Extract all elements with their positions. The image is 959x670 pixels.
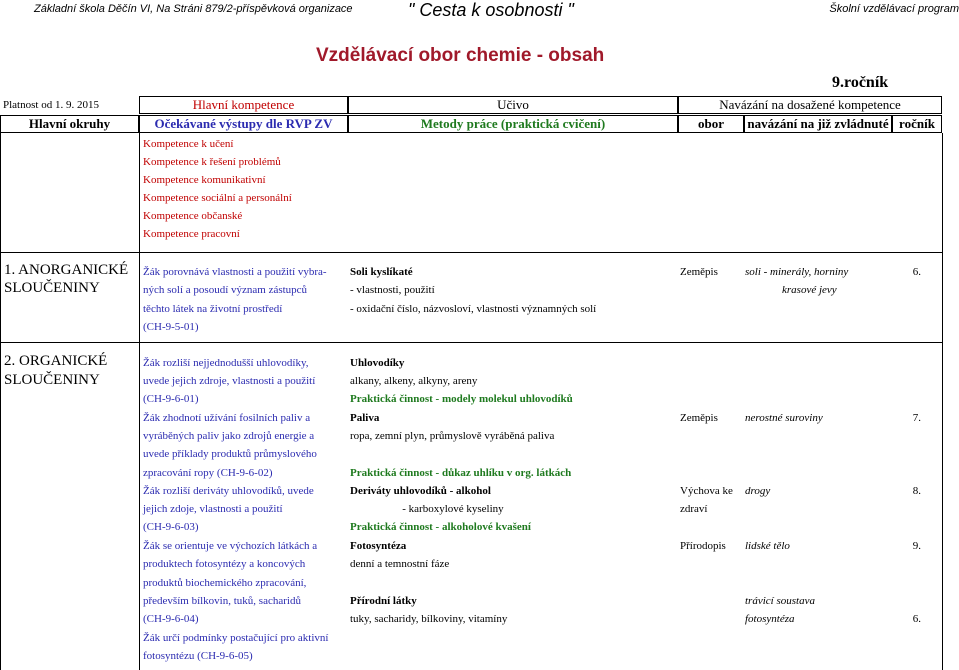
section-title: SLOUČENINY	[4, 372, 100, 388]
output-text: Žák porovnává vlastnosti a použití vybra-	[143, 266, 327, 278]
output-text: uvede jejich zdroje, vlastnosti a použití	[143, 375, 316, 387]
curriculum-text: tuky, sacharidy, bílkoviny, vitamíny	[350, 613, 508, 625]
output-text: uvede příklady produktů průmyslového	[143, 448, 317, 460]
curriculum-text: Soli kyslíkaté	[350, 266, 413, 278]
school-name: Základní škola Děčín VI, Na Stráni 879/2-příspěvková organizace	[34, 3, 353, 15]
curriculum-text: denní a temnostní fáze	[350, 558, 450, 570]
curriculum-text: Paliva	[350, 412, 380, 424]
output-text: ných solí a posoudí význam zástupců	[143, 284, 308, 296]
output-text: vyráběných paliv jako zdrojů energie a	[143, 430, 315, 442]
section-title: 2. ORGANICKÉ	[4, 353, 108, 369]
curriculum-text: - oxidační číslo, názvosloví, vlastnosti významných solí	[350, 303, 597, 315]
competence-item: Kompetence pracovní	[143, 228, 240, 240]
header-year: ročník	[892, 115, 942, 133]
output-text: Žák rozliší nejjednodušší uhlovodíky,	[143, 357, 309, 369]
linked-field: Zeměpis	[680, 412, 718, 424]
linked-topic: lidské tělo	[745, 540, 790, 552]
curriculum-text: Fotosyntéza	[350, 540, 407, 552]
linked-year: 7.	[912, 412, 921, 424]
header-outputs: Očekávané výstupy dle RVP ZV	[139, 115, 348, 133]
competence-item: Kompetence komunikativní	[143, 174, 266, 186]
output-text: (CH-9-6-04)	[143, 613, 199, 625]
row-divider	[0, 342, 943, 343]
linked-topic: krasové jevy	[782, 284, 837, 296]
grade-label: 9.ročník	[832, 74, 889, 91]
curriculum-text: Přírodní látky	[350, 595, 417, 607]
motto: " Cesta k osobnosti "	[408, 0, 574, 20]
linked-field: Výchova ke	[680, 485, 733, 497]
linked-year: 6.	[912, 266, 921, 278]
header-main-areas: Hlavní okruhy	[0, 115, 139, 133]
competence-item: Kompetence k řešení problémů	[143, 156, 281, 168]
competence-item: Kompetence k učení	[143, 138, 234, 150]
linked-year: 6.	[912, 613, 921, 625]
output-text: (CH-9-6-01)	[143, 393, 199, 405]
competence-item: Kompetence občanské	[143, 210, 243, 222]
header-key-competences: Hlavní kompetence	[139, 96, 348, 114]
linked-topic: trávicí soustava	[745, 595, 815, 607]
header-links: Navázání na dosažené kompetence	[678, 96, 942, 114]
header-field: obor	[678, 115, 744, 133]
curriculum-text: ropa, zemní plyn, průmyslově vyráběná paliva	[350, 430, 555, 442]
linked-field: Přírodopis	[680, 540, 726, 552]
practical-activity: Praktická činnost - alkoholové kvašení	[350, 521, 531, 533]
output-text: především bílkovin, tuků, sacharidů	[143, 595, 301, 607]
output-text: Žák se orientuje ve výchozích látkách a	[143, 540, 318, 552]
linked-topic: fotosyntéza	[745, 613, 795, 625]
curriculum-text: Uhlovodíky	[350, 357, 405, 369]
competence-item: Kompetence sociální a personální	[143, 192, 292, 204]
table-border-left	[0, 133, 1, 670]
curriculum-text: alkany, alkeny, alkyny, areny	[350, 375, 478, 387]
output-text: Žák určí podmínky postačující pro aktivní	[143, 632, 329, 644]
curriculum-text: - karboxylové kyseliny	[350, 503, 504, 515]
column-divider	[139, 133, 140, 670]
program-name: Školní vzdělávací program	[829, 3, 959, 15]
output-text: Žák zhodnotí užívání fosilních paliv a	[143, 412, 311, 424]
linked-field: Zeměpis	[680, 266, 718, 278]
practical-activity: Praktická činnost - důkaz uhlíku v org. látkách	[350, 467, 572, 479]
output-text: zpracování ropy (CH-9-6-02)	[143, 467, 273, 479]
practical-activity: Praktická činnost - modely molekul uhlovodíků	[350, 393, 573, 405]
linked-topic: nerostné suroviny	[745, 412, 823, 424]
section-title: SLOUČENINY	[4, 280, 100, 296]
output-text: (CH-9-6-03)	[143, 521, 199, 533]
output-text: produktech fotosyntézy a koncových	[143, 558, 306, 570]
output-text: těchto látek na životní prostředí	[143, 303, 283, 315]
curriculum-text: - vlastnosti, použití	[350, 284, 435, 296]
header-curriculum: Učivo	[348, 96, 678, 114]
section-title: 1. ANORGANICKÉ	[4, 262, 129, 278]
curriculum-text: Deriváty uhlovodíků - alkohol	[350, 485, 491, 497]
linked-topic: soli - minerály, horniny	[745, 266, 849, 278]
linked-topic: drogy	[745, 485, 771, 497]
output-text: Žák rozliší deriváty uhlovodíků, uvede	[143, 485, 314, 497]
linked-year: 9.	[912, 540, 921, 552]
row-divider	[0, 252, 943, 253]
page-title: Vzdělávací obor chemie - obsah	[316, 45, 605, 66]
header-methods: Metody práce (praktická cvičení)	[348, 115, 678, 133]
document-header	[0, 2, 959, 24]
output-text: produktů biochemického zpracování,	[143, 577, 307, 589]
linked-year: 8.	[912, 485, 921, 497]
output-text: jejich zdoje, vlastnosti a použití	[143, 503, 283, 515]
linked-field: zdraví	[680, 503, 708, 515]
validity-date: Platnost od 1. 9. 2015	[3, 99, 99, 111]
header-linked: navázání na již zvládnuté	[744, 115, 892, 133]
table-border-right	[942, 133, 943, 670]
output-text: (CH-9-5-01)	[143, 321, 199, 333]
output-text: fotosyntézu (CH-9-6-05)	[143, 650, 253, 662]
